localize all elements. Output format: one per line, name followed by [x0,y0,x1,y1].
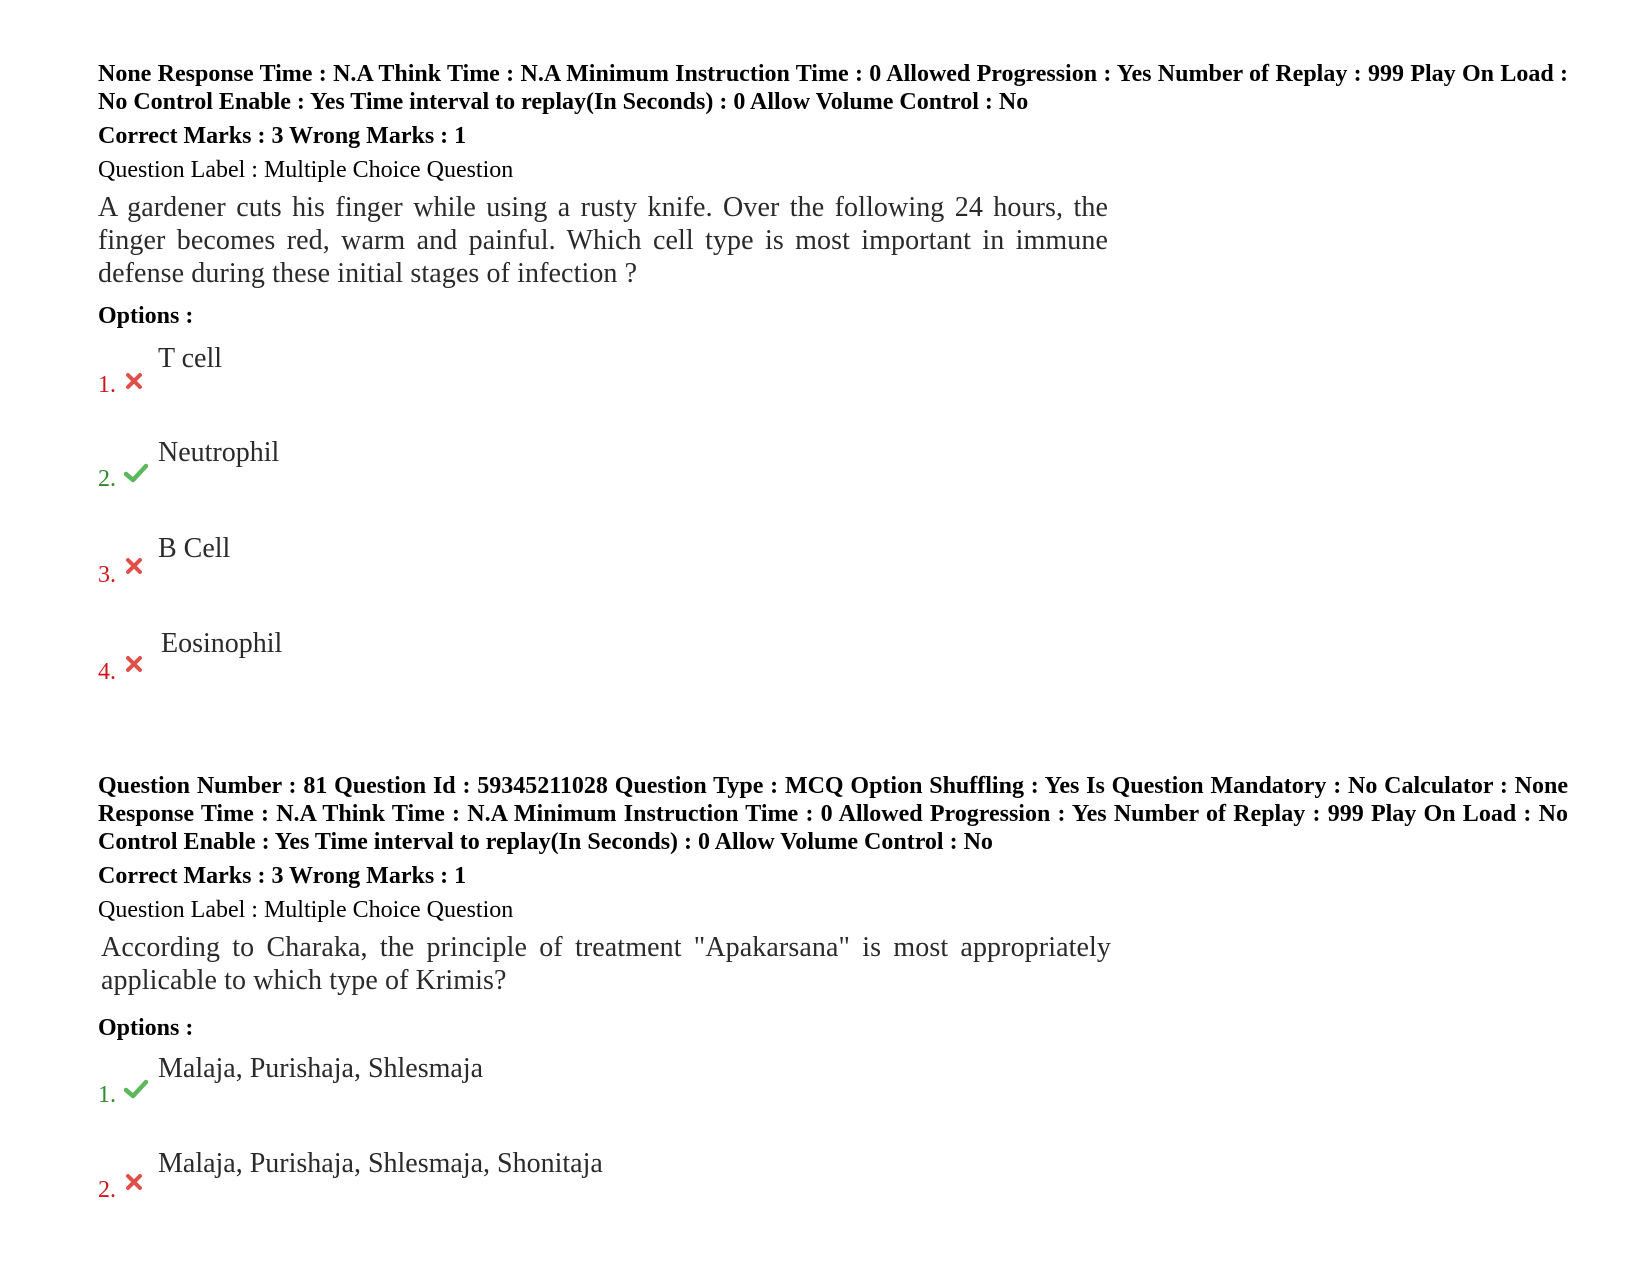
cross-icon [124,556,144,576]
option-number: 4. [98,659,116,685]
option-number: 1. [98,372,116,398]
marks-info: Correct Marks : 3 Wrong Marks : 1 [98,863,467,889]
question-label: Question Label : Multiple Choice Question [98,897,514,923]
check-icon [124,1079,148,1099]
option-text: T cell [158,343,223,374]
option-number: 1. [98,1082,116,1108]
question-label: Question Label : Multiple Choice Question [98,157,514,183]
option-number: 2. [98,466,116,492]
cross-icon [124,371,144,391]
option-text: Eosinophil [161,628,283,659]
option-text: B Cell [158,533,231,564]
option-number: 3. [98,562,116,588]
option-text: Malaja, Purishaja, Shlesmaja [158,1053,484,1084]
question-text: A gardener cuts his finger while using a rusty knife. Over the following 24 hours, the finger becomes red, warm and painful. Which cell type is most important in immune defense during these initial stages of infection ? [98,192,1108,289]
marks-info: Correct Marks : 3 Wrong Marks : 1 [98,123,467,149]
question-meta: None Response Time : N.A Think Time : N.A Minimum Instruction Time : 0 Allowed Progression : Yes Number of Replay : 999 Play On Load : No Control Enable : Yes Time interval to replay(In Seconds) : 0 Allow Volume Control : No [98,61,1568,115]
cross-icon [124,654,144,674]
options-header: Options : [98,1015,194,1041]
option-text: Malaja, Purishaja, Shlesmaja, Shonitaja [158,1148,603,1179]
question-text: According to Charaka, the principle of treatment "Apakarsana" is most appropriately applicable to which type of Krimis? [101,932,1111,996]
option-text: Neutrophil [158,437,280,468]
options-header: Options : [98,303,194,329]
question-meta: Question Number : 81 Question Id : 59345211028 Question Type : MCQ Option Shuffling : Yes Is Question Mandatory : No Calculator : None Response Time : N.A Think Time : N.A Minimum Instruction Time : 0 Allowed Progression : Yes Number of Replay : 999 Play On Load : No Control Enable : Yes Time interval to replay(In Seconds) : 0 Allow Volume Control : No [98,773,1568,855]
option-number: 2. [98,1177,116,1203]
check-icon [124,463,148,483]
cross-icon [124,1172,144,1192]
